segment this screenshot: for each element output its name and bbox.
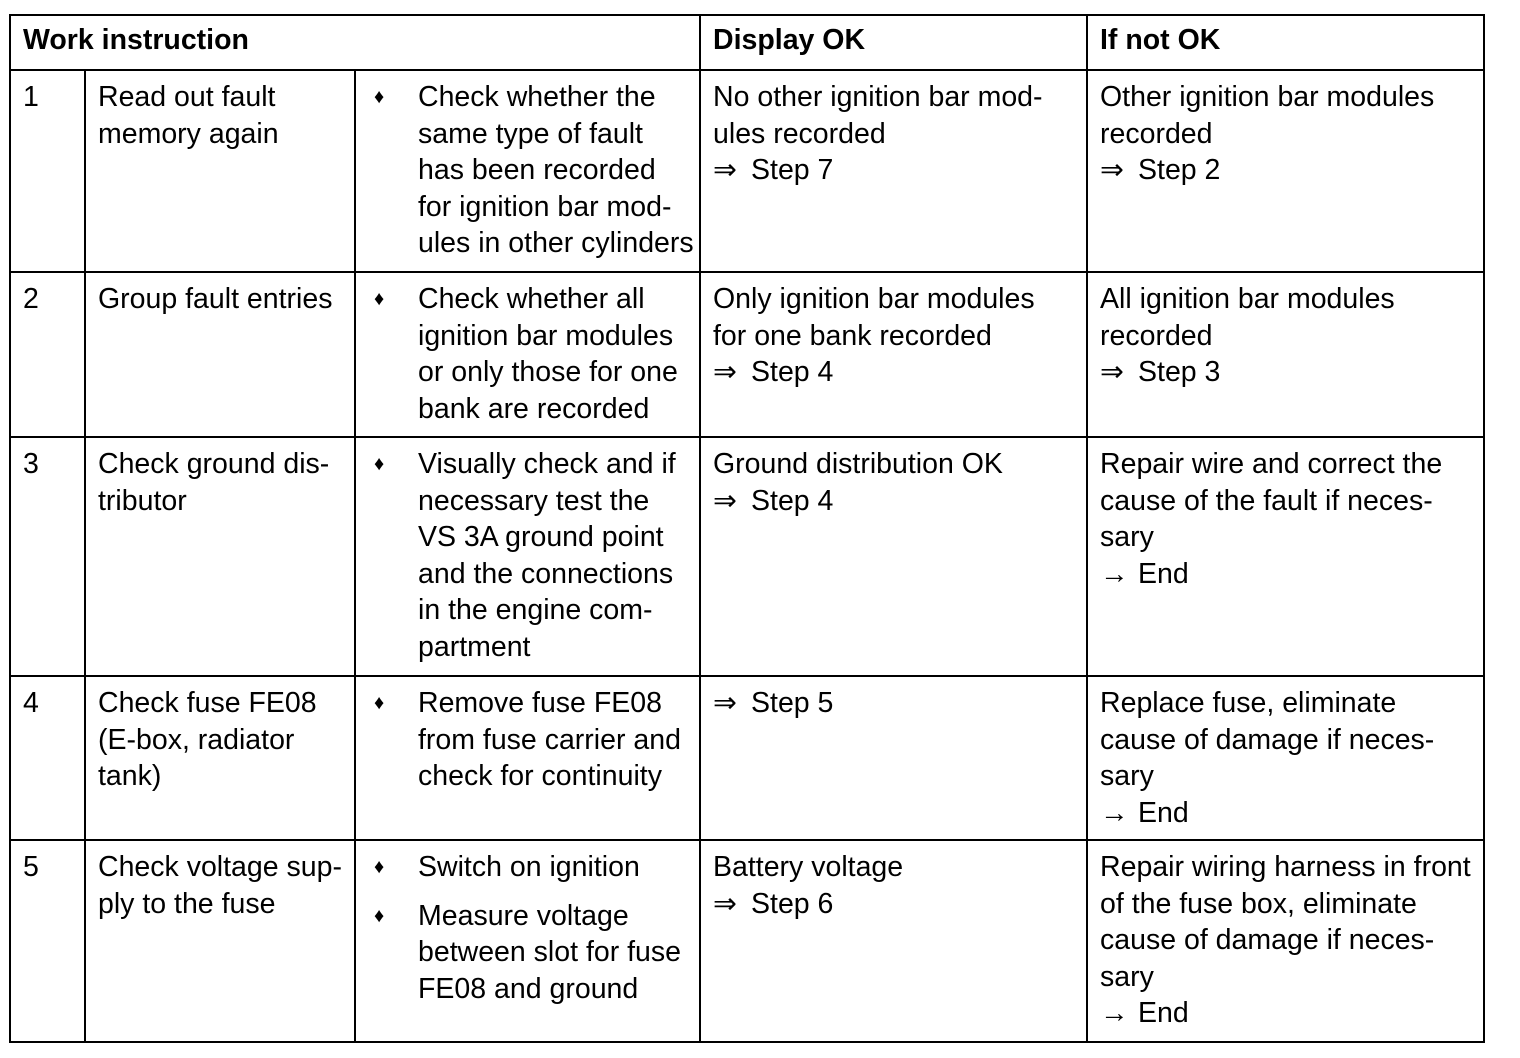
outcome-line: Battery voltage	[713, 851, 904, 883]
next-step-text: End	[1138, 557, 1189, 590]
instruction-line: in the engine com-	[418, 594, 653, 627]
step-title	[85, 676, 355, 840]
step-title-line: ply to the fuse	[98, 887, 276, 920]
step-title	[85, 840, 355, 1042]
outcome-line: sary	[1100, 760, 1154, 793]
outcome-line: Only ignition bar modules	[713, 283, 1035, 315]
instruction-line: between slot for fuse	[418, 936, 681, 969]
instruction-bullet	[368, 281, 689, 427]
outcome-line: sary	[1100, 960, 1154, 993]
instruction-line: or only those for one	[418, 356, 678, 389]
outcome-line: ules recorded	[713, 117, 886, 150]
instruction-line: Remove fuse FE08	[418, 687, 662, 719]
instruction-line: Visually check and if	[418, 448, 676, 480]
arrow-right-icon: ⇒	[713, 887, 737, 920]
instruction-line: Measure voltage	[418, 899, 629, 932]
step-title-line: Check fuse FE08	[98, 687, 317, 719]
arrow-right-icon: ⇒	[1100, 356, 1124, 389]
instruction-bullet	[368, 79, 694, 262]
instruction-text	[418, 849, 689, 886]
step-title	[85, 437, 355, 676]
if-not-ok-cell	[1087, 840, 1484, 1042]
instruction-line: from fuse carrier and	[418, 723, 681, 756]
instruction-line: same type of fault	[418, 117, 643, 150]
instruction-cell	[355, 676, 700, 840]
header-row	[10, 15, 1484, 70]
next-step-reference	[1100, 354, 1473, 391]
step-title-line: Check voltage sup-	[98, 851, 342, 883]
next-step-reference	[1100, 556, 1473, 593]
next-step-reference	[713, 354, 1076, 391]
diamond-bullet-icon: ♦	[374, 86, 385, 108]
next-step-reference	[713, 886, 1076, 923]
step-title-line: Group fault entries	[98, 283, 333, 315]
next-step-reference	[713, 152, 1076, 189]
table-row	[10, 840, 1484, 1042]
header-if-not-ok: If not OK	[1087, 15, 1484, 70]
step-title	[85, 70, 355, 272]
display-ok-cell	[700, 70, 1087, 272]
arrow-right-icon: ⇒	[713, 484, 737, 517]
table-row	[10, 70, 1484, 272]
instruction-line: Check whether the	[418, 81, 656, 113]
instruction-cell	[355, 437, 700, 676]
next-step-reference	[713, 685, 1076, 722]
outcome-line: for one bank recorded	[713, 319, 992, 352]
outcome-line: cause of the fault if neces-	[1100, 484, 1433, 517]
outcome-line: of the fuse box, eliminate	[1100, 887, 1417, 920]
instruction-bullet	[368, 849, 689, 886]
instruction-line: partment	[418, 630, 531, 663]
diamond-bullet-icon: ♦	[374, 288, 385, 310]
display-ok-cell	[700, 676, 1087, 840]
if-not-ok-cell	[1087, 676, 1484, 840]
step-title-line: memory again	[98, 117, 279, 150]
table-row	[10, 272, 1484, 437]
if-not-ok-cell	[1087, 437, 1484, 676]
instruction-line: has been recorded	[418, 154, 656, 187]
instruction-bullet	[368, 685, 689, 795]
instruction-text	[418, 898, 689, 1008]
instruction-bullet	[368, 898, 689, 1008]
instruction-cell	[355, 70, 700, 272]
next-step-text: Step 5	[751, 687, 834, 719]
instruction-line: ignition bar modules	[418, 319, 674, 352]
next-step-text: Step 4	[751, 484, 834, 517]
step-number: 3	[10, 437, 85, 676]
next-step-text: Step 3	[1138, 356, 1221, 389]
instruction-line: ules in other cylinders	[418, 227, 694, 260]
instruction-line: check for continuity	[418, 760, 662, 793]
table-row	[10, 437, 1484, 676]
instruction-text	[418, 79, 694, 262]
step-number: 4	[10, 676, 85, 840]
outcome-line: cause of damage if neces-	[1100, 924, 1435, 957]
instruction-line: Switch on ignition	[418, 851, 640, 883]
next-step-text: Step 7	[751, 154, 834, 187]
instruction-line: and the connections	[418, 557, 674, 590]
if-not-ok-cell	[1087, 70, 1484, 272]
display-ok-cell	[700, 840, 1087, 1042]
outcome-line: Ground distribution OK	[713, 448, 1003, 480]
step-title-line: tank)	[98, 760, 162, 793]
instruction-bullet	[368, 446, 689, 666]
outcome-line: No other ignition bar mod-	[713, 81, 1043, 113]
table-body	[10, 70, 1484, 1042]
arrow-right-icon: →	[1100, 997, 1129, 1030]
arrow-right-icon: →	[1100, 796, 1129, 829]
diamond-bullet-icon: ♦	[374, 904, 385, 927]
outcome-line: recorded	[1100, 319, 1213, 352]
instruction-text	[418, 281, 689, 427]
next-step-reference	[1100, 152, 1473, 189]
diamond-bullet-icon: ♦	[374, 692, 385, 714]
step-title-line: tributor	[98, 484, 187, 517]
outcome-line: recorded	[1100, 117, 1213, 150]
next-step-reference	[713, 483, 1076, 520]
next-step-text: Step 6	[751, 887, 834, 920]
instruction-line: bank are recorded	[418, 392, 650, 425]
outcome-line: Other ignition bar modules	[1100, 81, 1435, 113]
outcome-line: Repair wiring harness in front	[1100, 851, 1471, 883]
outcome-line: Repair wire and correct the	[1100, 448, 1443, 480]
outcome-line: sary	[1100, 521, 1154, 554]
instruction-cell	[355, 272, 700, 437]
display-ok-cell	[700, 272, 1087, 437]
next-step-text: End	[1138, 796, 1189, 829]
outcome-line: Replace fuse, eliminate	[1100, 687, 1397, 719]
arrow-right-icon: ⇒	[713, 356, 737, 389]
instruction-text	[418, 685, 689, 795]
step-number: 1	[10, 70, 85, 272]
next-step-reference	[1100, 995, 1473, 1032]
instruction-text	[418, 446, 689, 666]
outcome-line: All ignition bar modules	[1100, 283, 1395, 315]
display-ok-cell	[700, 437, 1087, 676]
arrow-right-icon: ⇒	[713, 687, 737, 719]
next-step-reference	[1100, 795, 1473, 832]
arrow-right-icon: ⇒	[713, 154, 737, 187]
arrow-right-icon: →	[1100, 557, 1129, 590]
diamond-bullet-icon: ♦	[374, 856, 385, 878]
step-title-line: Check ground dis-	[98, 448, 330, 480]
table-row	[10, 676, 1484, 840]
step-title-line: Read out fault	[98, 81, 276, 113]
instruction-line: Check whether all	[418, 283, 645, 315]
next-step-text: Step 2	[1138, 154, 1221, 187]
arrow-right-icon: ⇒	[1100, 154, 1124, 187]
step-number: 2	[10, 272, 85, 437]
work-instruction-table	[9, 14, 1485, 1043]
outcome-line: cause of damage if neces-	[1100, 723, 1435, 756]
header-display-ok: Display OK	[700, 15, 1087, 70]
step-number: 5	[10, 840, 85, 1042]
step-title	[85, 272, 355, 437]
step-title-line: (E-box, radiator	[98, 723, 295, 756]
instruction-line: VS 3A ground point	[418, 521, 664, 554]
instruction-line: for ignition bar mod-	[418, 190, 672, 223]
next-step-text: Step 4	[751, 356, 834, 389]
diamond-bullet-icon: ♦	[374, 453, 385, 475]
if-not-ok-cell	[1087, 272, 1484, 437]
instruction-line: necessary test the	[418, 484, 650, 517]
header-work-instruction: Work instruction	[10, 15, 700, 70]
instruction-cell	[355, 840, 700, 1042]
next-step-text: End	[1138, 997, 1189, 1030]
instruction-line: FE08 and ground	[418, 972, 639, 1005]
